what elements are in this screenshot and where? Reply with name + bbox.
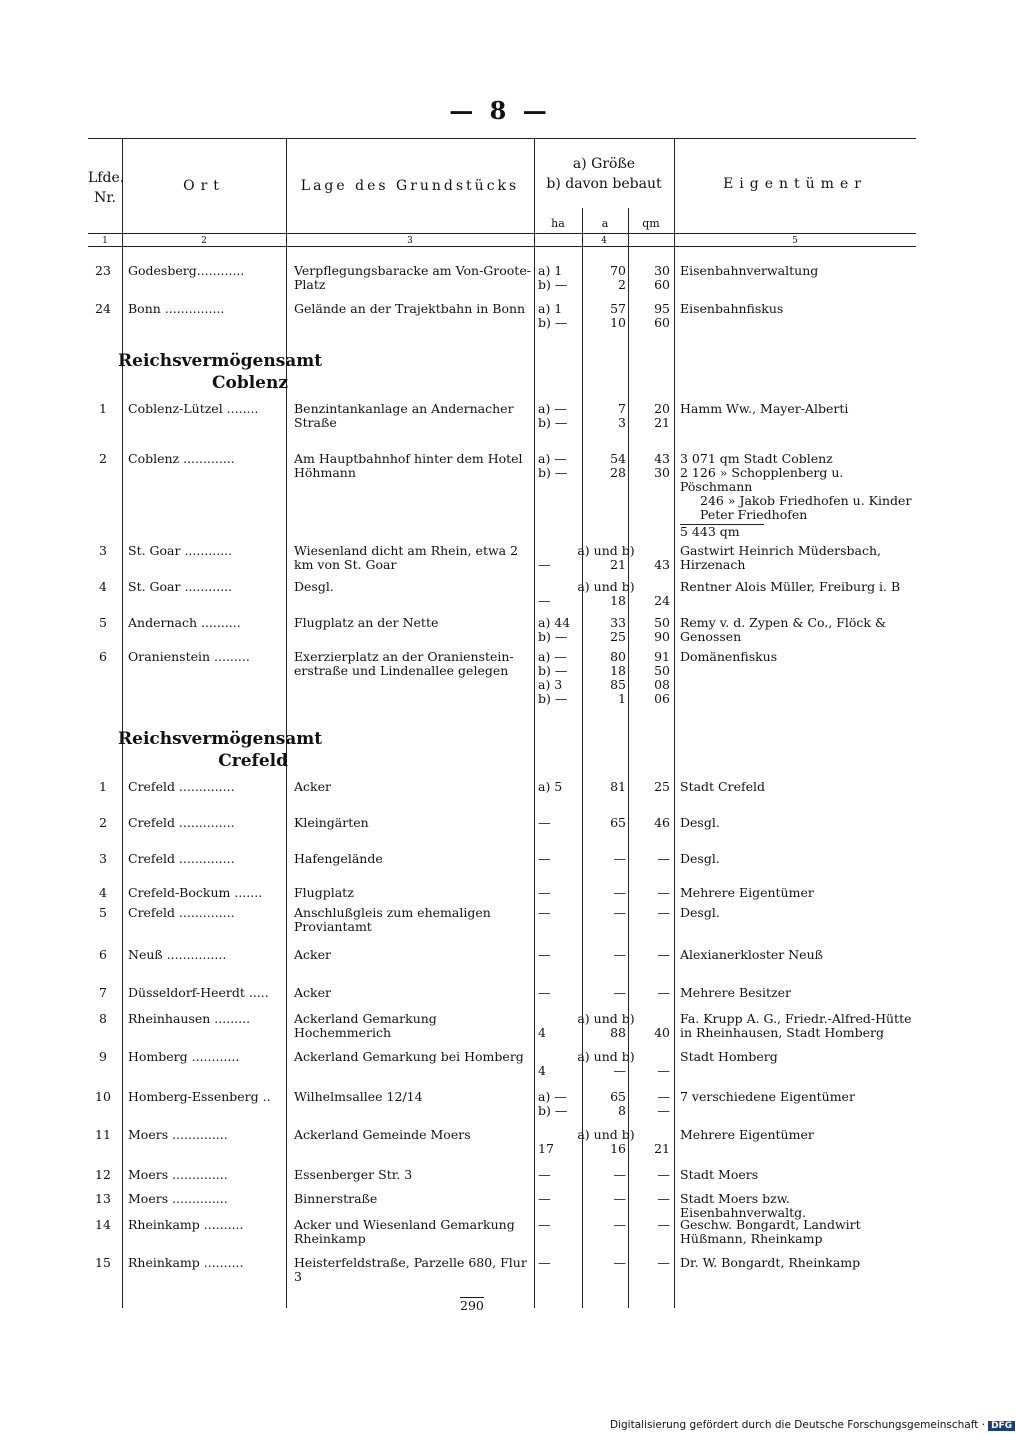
size-a: — [613, 905, 626, 920]
size-ha: — [538, 947, 551, 962]
row-nr: 8 [99, 1011, 107, 1026]
size-line [538, 1064, 674, 1078]
size-a: 7 [618, 401, 626, 416]
row-lage: Heisterfeldstraße, Parzelle 680, Flur 3 [294, 1255, 527, 1284]
size-qm: — [657, 1167, 670, 1182]
size-qm: 60 [654, 315, 670, 330]
size-line [538, 1026, 674, 1040]
size-qm: 06 [654, 691, 670, 706]
header-lage: Lage des Grundstücks [300, 178, 520, 194]
size-line [538, 558, 674, 572]
row-owner: Mehrere Eigentümer [680, 885, 814, 900]
row-lage: Flugplatz [294, 885, 354, 900]
row-nr: 4 [99, 579, 107, 594]
row-nr: 10 [95, 1089, 111, 1104]
row-owner: Mehrere Besitzer [680, 985, 791, 1000]
size-line [538, 1104, 674, 1118]
row-ort: Crefeld .............. [128, 815, 235, 830]
size-ha: b) — [538, 465, 568, 480]
page-number: — 8 — [449, 96, 551, 125]
size-ha: a) 3 [538, 677, 563, 692]
size-und: a) und b) [577, 579, 635, 594]
row-lage: Flugplatz an der Nette [294, 615, 439, 630]
header-text: a) Größe [572, 156, 636, 172]
size-line [538, 886, 674, 900]
size-line [538, 278, 674, 292]
size-line [538, 906, 674, 920]
size-line [538, 678, 674, 692]
size-a: 65 [610, 815, 626, 830]
size-a: 10 [610, 315, 626, 330]
row-lage: Ackerland Gemarkung Hochemmerich [294, 1011, 437, 1040]
size-a: 18 [610, 663, 626, 678]
size-line [538, 402, 674, 416]
col-number: 4 [601, 236, 607, 246]
col-number: 2 [201, 236, 207, 246]
row-nr: 6 [99, 649, 107, 664]
size-ha: 4 [538, 1025, 546, 1040]
size-qm: — [657, 1089, 670, 1104]
row-ort: Rheinkamp .......... [128, 1217, 244, 1232]
owner-breakdown [680, 452, 916, 539]
size-qm: 24 [654, 593, 670, 608]
size-qm: 30 [654, 465, 670, 480]
row-lage: Verpflegungsbaracke am Von-Groote-Platz [294, 263, 531, 292]
size-line [538, 986, 674, 1000]
row-size [538, 402, 674, 430]
row-owner: Stadt Homberg [680, 1049, 778, 1064]
row-ort: Moers .............. [128, 1191, 228, 1206]
size-qm: — [657, 947, 670, 962]
size-qm: 95 [654, 301, 670, 316]
size-a: 54 [610, 451, 626, 466]
size-ha: — [538, 593, 551, 608]
size-ha: a) — [538, 1089, 567, 1104]
size-line [538, 1090, 674, 1104]
size-a: — [613, 885, 626, 900]
size-ha: b) — [538, 1103, 568, 1118]
size-a: — [613, 1167, 626, 1182]
row-owner: Rentner Alois Müller, Freiburg i. B [680, 579, 901, 594]
size-ha: b) — [538, 629, 568, 644]
col-divider [286, 138, 287, 1308]
size-line [538, 630, 674, 644]
row-nr: 7 [99, 985, 107, 1000]
row-size [538, 986, 674, 1000]
size-ha: — [538, 1255, 551, 1270]
col-divider [534, 138, 535, 1308]
row-nr: 15 [95, 1255, 111, 1270]
owner-total: 5 443 qm [680, 524, 764, 539]
size-line [538, 948, 674, 962]
row-size [538, 1050, 674, 1078]
size-ha: — [538, 1167, 551, 1182]
unit-ha: ha [551, 217, 565, 230]
size-ha: b) — [538, 415, 568, 430]
row-ort: Crefeld .............. [128, 905, 235, 920]
row-lage: Exerzierplatz an der Oraniensteinerstraße und Lindenallee gelegen [294, 649, 514, 678]
size-ha: b) — [538, 691, 568, 706]
size-line [538, 1218, 674, 1232]
row-lage: Acker [294, 779, 331, 794]
colnum-rule [88, 246, 916, 247]
size-line [538, 616, 674, 630]
size-a: — [613, 1191, 626, 1206]
footer-text: Digitalisierung gefördert durch die Deutsche Forschungsgemeinschaft [610, 1419, 979, 1431]
unit-a: a [601, 217, 609, 230]
size-line [538, 594, 674, 608]
row-owner: Geschw. Bongardt, Landwirt Hüßmann, Rheinkamp [680, 1217, 861, 1246]
row-owner: Remy v. d. Zypen & Co., Flöck & Genossen [680, 615, 887, 644]
row-nr: 14 [95, 1217, 111, 1232]
size-qm: — [657, 1103, 670, 1118]
row-size [538, 452, 674, 480]
row-size [538, 1012, 674, 1040]
size-a: — [613, 851, 626, 866]
row-nr: 12 [95, 1167, 111, 1182]
size-a: — [613, 1063, 626, 1078]
row-nr: 11 [95, 1127, 111, 1142]
size-ha: a) — [538, 401, 567, 416]
section-subtitle: Crefeld [218, 751, 288, 771]
row-ort: Crefeld-Bockum ....... [128, 885, 263, 900]
row-size [538, 1192, 674, 1206]
row-owner: Desgl. [680, 905, 720, 920]
row-ort: Rheinhausen ......... [128, 1011, 251, 1026]
size-qm: 91 [654, 649, 670, 664]
size-qm: 25 [654, 779, 670, 794]
row-lage: Kleingärten [294, 815, 369, 830]
size-a: 25 [610, 629, 626, 644]
row-lage: Ackerland Gemeinde Moers [294, 1127, 471, 1142]
size-line [538, 780, 674, 794]
row-lage: Essenberger Str. 3 [294, 1167, 413, 1182]
size-qm: 60 [654, 277, 670, 292]
row-size [538, 780, 674, 794]
row-lage: Wilhelmsallee 12/14 [294, 1089, 423, 1104]
row-owner: Gastwirt Heinrich Müdersbach, Hirzenach [680, 543, 882, 572]
row-nr: 3 [99, 851, 107, 866]
size-ha: a) 1 [538, 263, 563, 278]
row-ort: Rheinkamp .......... [128, 1255, 244, 1270]
size-ha: — [538, 851, 551, 866]
row-ort: Oranienstein ......... [128, 649, 250, 664]
size-qm: — [657, 1217, 670, 1232]
row-lage: Desgl. [294, 579, 334, 594]
size-line [538, 316, 674, 330]
size-a: 2 [618, 277, 626, 292]
row-size [538, 852, 674, 866]
row-owner: 7 verschiedene Eigentümer [680, 1089, 855, 1104]
row-size [538, 1090, 674, 1118]
size-qm: — [657, 905, 670, 920]
size-a: 16 [610, 1141, 626, 1156]
row-lage: Ackerland Gemarkung bei Homberg [294, 1049, 524, 1064]
owner-line: 3 071 qm Stadt Coblenz [680, 451, 833, 466]
row-nr: 24 [95, 301, 111, 316]
owner-line: 2 126 » Schopplenberg u. Pöschmann [680, 465, 844, 494]
size-und: a) und b) [577, 1011, 635, 1026]
row-ort: Coblenz ............. [128, 451, 235, 466]
size-ha: — [538, 815, 551, 830]
row-ort: Moers .............. [128, 1127, 228, 1142]
size-ha: — [538, 885, 551, 900]
row-ort: Moers .............. [128, 1167, 228, 1182]
size-line [538, 416, 674, 430]
size-qm: 21 [654, 415, 670, 430]
size-a: 57 [610, 301, 626, 316]
row-ort: Crefeld .............. [128, 851, 235, 866]
row-owner: Desgl. [680, 851, 720, 866]
size-qm: 50 [654, 615, 670, 630]
size-qm: 43 [654, 451, 670, 466]
top-rule [88, 138, 916, 139]
size-qm: — [657, 851, 670, 866]
header-groesse [534, 154, 674, 194]
section-subtitle: Coblenz [211, 373, 288, 393]
size-ha: — [538, 905, 551, 920]
row-size [538, 1256, 674, 1270]
row-lage: Anschlußgleis zum ehemaligen Proviantamt [294, 905, 491, 934]
row-lage: Binnerstraße [294, 1191, 378, 1206]
row-owner: Mehrere Eigentümer [680, 1127, 814, 1142]
size-line [538, 852, 674, 866]
size-ha: b) — [538, 277, 568, 292]
row-nr: 9 [99, 1049, 107, 1064]
size-a: 8 [618, 1103, 626, 1118]
row-ort: St. Goar ............ [128, 543, 233, 558]
size-a: 81 [610, 779, 626, 794]
row-owner: Stadt Moers [680, 1167, 759, 1182]
size-ha: a) 5 [538, 779, 563, 794]
row-ort: Neuß ............... [128, 947, 227, 962]
row-ort: Homberg-Essenberg .. [128, 1089, 271, 1104]
size-qm: 20 [654, 401, 670, 416]
row-size [538, 816, 674, 830]
header-eigentuemer: Eigentümer [723, 176, 867, 192]
row-size [538, 1168, 674, 1182]
row-lage: Acker und Wiesenland Gemarkung Rheinkamp [294, 1217, 515, 1246]
row-size [538, 1128, 674, 1156]
size-a: 70 [610, 263, 626, 278]
row-owner: Stadt Moers bzw. Eisenbahnverwaltg. [680, 1191, 807, 1220]
owner-line: 246 » Jakob Friedhofen u. Kinder Peter Friedhofen [700, 493, 912, 522]
header-text: b) davon bebaut [546, 176, 662, 192]
row-owner: Hamm Ww., Mayer-Alberti [680, 401, 849, 416]
header-text: Nr. [94, 190, 116, 206]
row-size [538, 948, 674, 962]
row-nr: 13 [95, 1191, 111, 1206]
col-divider [122, 138, 123, 1308]
row-ort: St. Goar ............ [128, 579, 233, 594]
size-ha: a) — [538, 451, 567, 466]
size-qm: 43 [654, 557, 670, 572]
size-qm: 08 [654, 677, 670, 692]
row-size [538, 1218, 674, 1232]
size-line [538, 302, 674, 316]
row-size [538, 886, 674, 900]
size-qm: 30 [654, 263, 670, 278]
row-nr: 3 [99, 543, 107, 558]
size-line [538, 452, 674, 466]
size-line [538, 692, 674, 706]
row-owner: Stadt Crefeld [680, 779, 765, 794]
row-size [538, 302, 674, 330]
row-nr: 6 [99, 947, 107, 962]
row-size [538, 616, 674, 644]
size-ha: 4 [538, 1063, 546, 1078]
row-owner: Fa. Krupp A. G., Friedr.-Alfred-Hütte in Rheinhausen, Stadt Homberg [680, 1011, 912, 1040]
size-line [538, 466, 674, 480]
section-title: Reichsvermögensamt [118, 729, 323, 749]
row-owner: Eisenbahnfiskus [680, 301, 784, 316]
size-a: 21 [610, 557, 626, 572]
col-number: 1 [102, 236, 108, 246]
size-ha: a) 44 [538, 615, 571, 630]
row-owner: Eisenbahnverwaltung [680, 263, 819, 278]
size-a: — [613, 1255, 626, 1270]
row-owner: Domänenfiskus [680, 649, 778, 664]
size-a: 88 [610, 1025, 626, 1040]
row-ort: Homberg ............ [128, 1049, 240, 1064]
row-size [538, 264, 674, 292]
row-ort: Coblenz-Lützel ........ [128, 401, 259, 416]
row-nr: 5 [99, 905, 107, 920]
dfg-logo: DFG [988, 1421, 1015, 1431]
size-qm: — [657, 885, 670, 900]
header-ort: Ort [183, 178, 225, 194]
row-lage: Hafengelände [294, 851, 383, 866]
size-qm: 50 [654, 663, 670, 678]
table-sheet [88, 138, 916, 1313]
footer-credit: Digitalisierung gefördert durch die Deutsche Forschungsgemeinschaft · DFG [610, 1419, 1015, 1431]
header-text: Lfde. [88, 170, 125, 186]
row-lage: Acker [294, 947, 331, 962]
row-nr: 5 [99, 615, 107, 630]
size-line [538, 1256, 674, 1270]
row-size [538, 650, 674, 706]
col-number: 5 [792, 236, 798, 246]
section-title: Reichsvermögensamt [118, 351, 323, 371]
size-ha: a) — [538, 649, 567, 664]
row-nr: 23 [95, 263, 111, 278]
size-qm: 21 [654, 1141, 670, 1156]
size-a: 28 [610, 465, 626, 480]
row-nr: 1 [99, 779, 107, 794]
size-und: a) und b) [577, 1127, 635, 1142]
col-number: 3 [407, 236, 413, 246]
size-qm: 40 [654, 1025, 670, 1040]
row-ort: Bonn ............... [128, 301, 225, 316]
size-ha: — [538, 1217, 551, 1232]
section-heading-coblenz [118, 350, 323, 394]
size-ha: 17 [538, 1141, 554, 1156]
row-nr: 2 [99, 451, 107, 466]
size-qm: — [657, 985, 670, 1000]
col-divider [674, 138, 675, 1308]
size-a: 85 [610, 677, 626, 692]
row-owner: Alexianerkloster Neuß [680, 947, 823, 962]
size-a: 18 [610, 593, 626, 608]
header-lfde-nr [88, 168, 125, 208]
size-und: a) und b) [577, 543, 635, 558]
size-ha: b) — [538, 315, 568, 330]
size-ha: a) 1 [538, 301, 563, 316]
size-a: — [613, 947, 626, 962]
row-size [538, 544, 674, 572]
size-a: 3 [618, 415, 626, 430]
size-qm: 90 [654, 629, 670, 644]
size-a: 33 [610, 615, 626, 630]
row-lage: Benzintankanlage an Andernacher Straße [294, 401, 514, 430]
row15-extra: 290 [460, 1298, 484, 1313]
size-qm: — [657, 1063, 670, 1078]
size-ha: — [538, 985, 551, 1000]
row-owner: Desgl. [680, 815, 720, 830]
row-lage: Gelände an der Trajektbahn in Bonn [294, 301, 526, 316]
row-lage: Am Hauptbahnhof hinter dem Hotel Höhmann [294, 451, 523, 480]
size-line [538, 1192, 674, 1206]
size-ha: b) — [538, 663, 568, 678]
row-ort: Crefeld .............. [128, 779, 235, 794]
size-a: 65 [610, 1089, 626, 1104]
row-lage: Acker [294, 985, 331, 1000]
row-lage: Wiesenland dicht am Rhein, etwa 2 km von St. Goar [294, 543, 519, 572]
size-ha: — [538, 1191, 551, 1206]
size-a: — [613, 1217, 626, 1232]
section-heading-crefeld [118, 728, 323, 772]
row-ort: Düsseldorf-Heerdt ..... [128, 985, 269, 1000]
row-ort: Godesberg............ [128, 263, 245, 278]
size-line [538, 816, 674, 830]
size-line [538, 1142, 674, 1156]
row-nr: 1 [99, 401, 107, 416]
size-line [538, 650, 674, 664]
row-nr: 4 [99, 885, 107, 900]
size-a: — [613, 985, 626, 1000]
size-line [538, 664, 674, 678]
header-rule [88, 233, 916, 234]
row-nr: 2 [99, 815, 107, 830]
size-qm: — [657, 1255, 670, 1270]
row-size [538, 906, 674, 920]
size-line [538, 264, 674, 278]
size-line [538, 1168, 674, 1182]
row-owner: Dr. W. Bongardt, Rheinkamp [680, 1255, 861, 1270]
row-size [538, 580, 674, 608]
size-und: a) und b) [577, 1049, 635, 1064]
size-a: 1 [618, 691, 626, 706]
row-ort: Andernach .......... [128, 615, 241, 630]
size-qm: 46 [654, 815, 670, 830]
size-qm: — [657, 1191, 670, 1206]
size-a: 80 [610, 649, 626, 664]
size-ha: — [538, 557, 551, 572]
unit-qm: qm [642, 217, 660, 230]
